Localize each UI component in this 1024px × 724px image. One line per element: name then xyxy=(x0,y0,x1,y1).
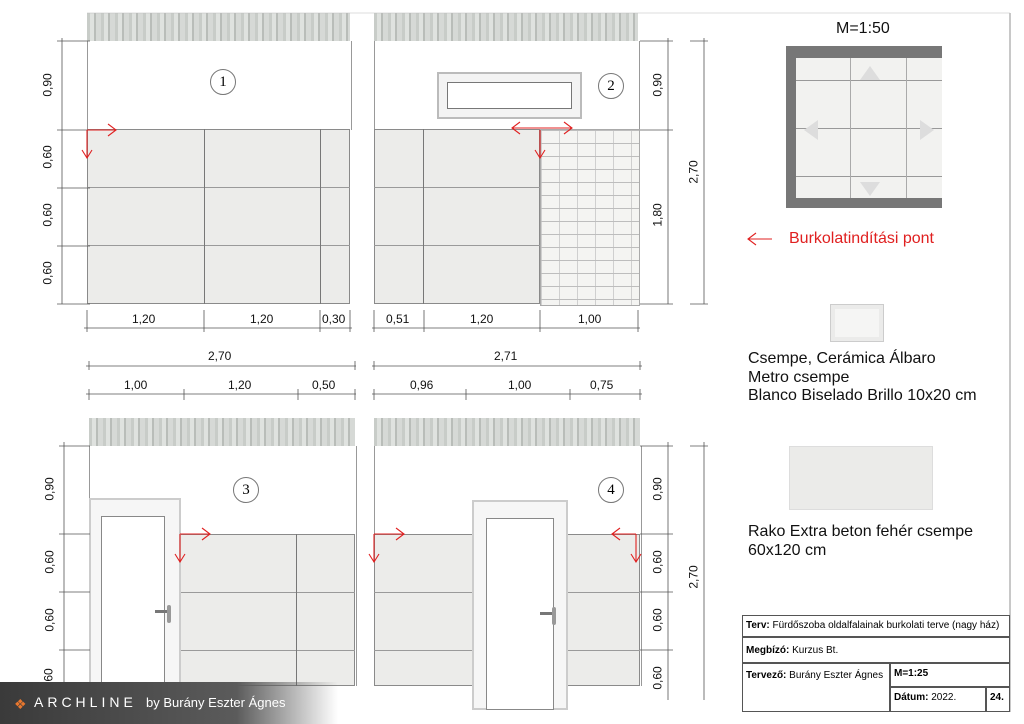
archline-logo: ARCHLINE xyxy=(34,694,137,710)
dim-e1-h1: 0,90 xyxy=(40,73,55,97)
dim-e4-w3: 0,75 xyxy=(590,378,614,392)
dim-e1-w1: 1,20 xyxy=(132,312,156,326)
dim-e4-total-h: 2,70 xyxy=(686,565,701,589)
elevation-number-3: 3 xyxy=(233,477,259,503)
branding-bar xyxy=(0,682,338,724)
dim-e2-metro: 1,80 xyxy=(650,203,665,227)
start-point-legend: Burkolatindítási pont xyxy=(789,230,934,247)
dim-e4-h3: 0,60 xyxy=(650,608,665,632)
title-block-designer: Tervező: Burány Eszter Ágnes xyxy=(742,663,890,712)
dim-e2-w2: 1,20 xyxy=(470,312,494,326)
dim-e3-total: 2,70 xyxy=(208,349,232,363)
title-block-page: 24. xyxy=(986,687,1010,712)
dim-e4-w2: 1,00 xyxy=(508,378,532,392)
dim-e2-w3: 1,00 xyxy=(578,312,602,326)
dim-e3-h4: 60 xyxy=(41,668,56,682)
dim-e1-w2: 1,20 xyxy=(250,312,274,326)
elevation-number-1: 1 xyxy=(210,69,236,95)
material-2-line2: 60x120 cm xyxy=(748,542,827,559)
elevation-number-4: 4 xyxy=(598,477,624,503)
dim-e4-h4: 0,60 xyxy=(650,666,665,690)
dim-e2-h1: 0,90 xyxy=(650,73,665,97)
title-block-date: Dátum: 2022. xyxy=(890,687,986,712)
material-1-line3: Blanco Biselado Brillo 10x20 cm xyxy=(748,387,977,404)
dim-e4-total: 2,71 xyxy=(494,349,518,363)
archline-logo-icon: ❖ xyxy=(14,696,27,712)
dim-e2-total: 2,70 xyxy=(686,160,701,184)
dim-e4-w1: 0,96 xyxy=(410,378,434,392)
dim-e1-w3: 0,30 xyxy=(322,312,346,326)
material-2-line1: Rako Extra beton fehér csempe xyxy=(748,523,974,540)
material-1-line1: Csempe, Cerámica Álbaro xyxy=(748,350,936,367)
title-block-client: Megbízó: Kurzus Bt. xyxy=(742,637,1010,663)
title-block-project: Terv: Fürdőszoba oldalfalainak burkolati terve (nagy ház) xyxy=(742,615,1010,637)
title-block-scale: M=1:25 xyxy=(890,663,1010,687)
elevation-number-2: 2 xyxy=(598,73,624,99)
branding-author: by Burány Eszter Ágnes xyxy=(146,695,286,710)
dim-e1-h2: 0,60 xyxy=(40,145,55,169)
dim-e3-w3: 0,50 xyxy=(312,378,336,392)
dim-e3-h3: 0,60 xyxy=(42,608,57,632)
dim-e1-h4: 0,60 xyxy=(40,261,55,285)
dim-e4-h1: 0,90 xyxy=(650,477,665,501)
dim-e3-w2: 1,20 xyxy=(228,378,252,392)
dim-e3-w1: 1,00 xyxy=(124,378,148,392)
dim-e3-h1: 0,90 xyxy=(42,477,57,501)
material-1-line2: Metro csempe xyxy=(748,369,850,386)
dim-e4-h2: 0,60 xyxy=(650,550,665,574)
dim-e3-h2: 0,60 xyxy=(42,550,57,574)
floor-plan xyxy=(786,46,942,208)
dim-e1-h3: 0,60 xyxy=(40,203,55,227)
metro-tile-swatch xyxy=(830,304,884,342)
beton-tile-swatch xyxy=(789,446,933,510)
plan-scale: M=1:50 xyxy=(836,20,890,37)
dim-e2-w1: 0,51 xyxy=(386,312,410,326)
